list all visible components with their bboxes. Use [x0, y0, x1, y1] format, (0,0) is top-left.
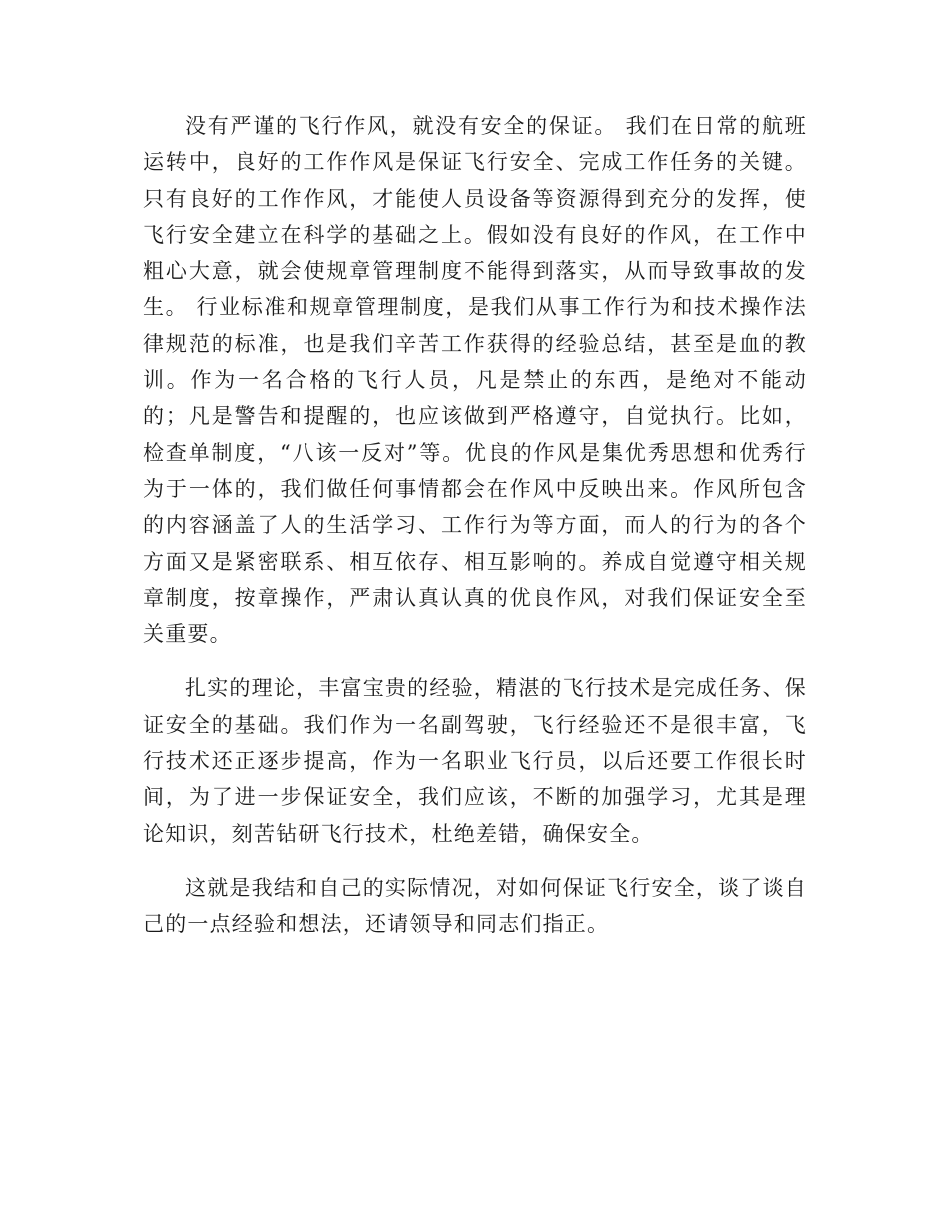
- paragraph-flight-style: 没有严谨的飞行作风，就没有安全的保证。 我们在日常的航班运转中，良好的工作作风是保证飞行安全、完成工作任务的关键。只有良好的工作作风，才能使人员设备等资源得到充分的发挥，使飞行安全建立在科学的基础之上。假如没有良好的作风，在工作中粗心大意，就会使规章管理制度不能得到落实，从而导致事故的发生。 行业标准和规章管理制度，是我们从事工作行为和技术操作法律规范的标准，也是我们辛苦工作获得的经验总结，甚至是血的教训。作为一名合格的飞行人员，凡是禁止的东西，是绝对不能动的；凡是警告和提醒的，也应该做到严格遵守，自觉执行。比如，检查单制度，“八该一反对”等。优良的作风是集优秀思想和优秀行为于一体的，我们做任何事情都会在作风中反映出来。作风所包含的内容涵盖了人的生活学习、工作行为等方面，而人的行为的各个方面又是紧密联系、相互依存、相互影响的。养成自觉遵守相关规章制度，按章操作，严肃认真认真的优良作风，对我们保证安全至关重要。: [143, 114, 807, 647]
- paragraph-conclusion: 这就是我结和自己的实际情况，对如何保证飞行安全，谈了谈自己的一点经验和想法，还请领导和同志们指正。: [143, 875, 807, 937]
- paragraph-theory-experience: 扎实的理论，丰富宝贵的经验，精湛的飞行技术是完成任务、保证安全的基础。我们作为一名副驾驶，飞行经验还不是很丰富，飞行技术还正逐步提高，作为一名职业飞行员，以后还要工作很长时间，为了进一步保证安全，我们应该，不断的加强学习，尤其是理论知识，刻苦钻研飞行技术，杜绝差错，确保安全。: [143, 676, 807, 846]
- document-page: [143, 108, 807, 961]
